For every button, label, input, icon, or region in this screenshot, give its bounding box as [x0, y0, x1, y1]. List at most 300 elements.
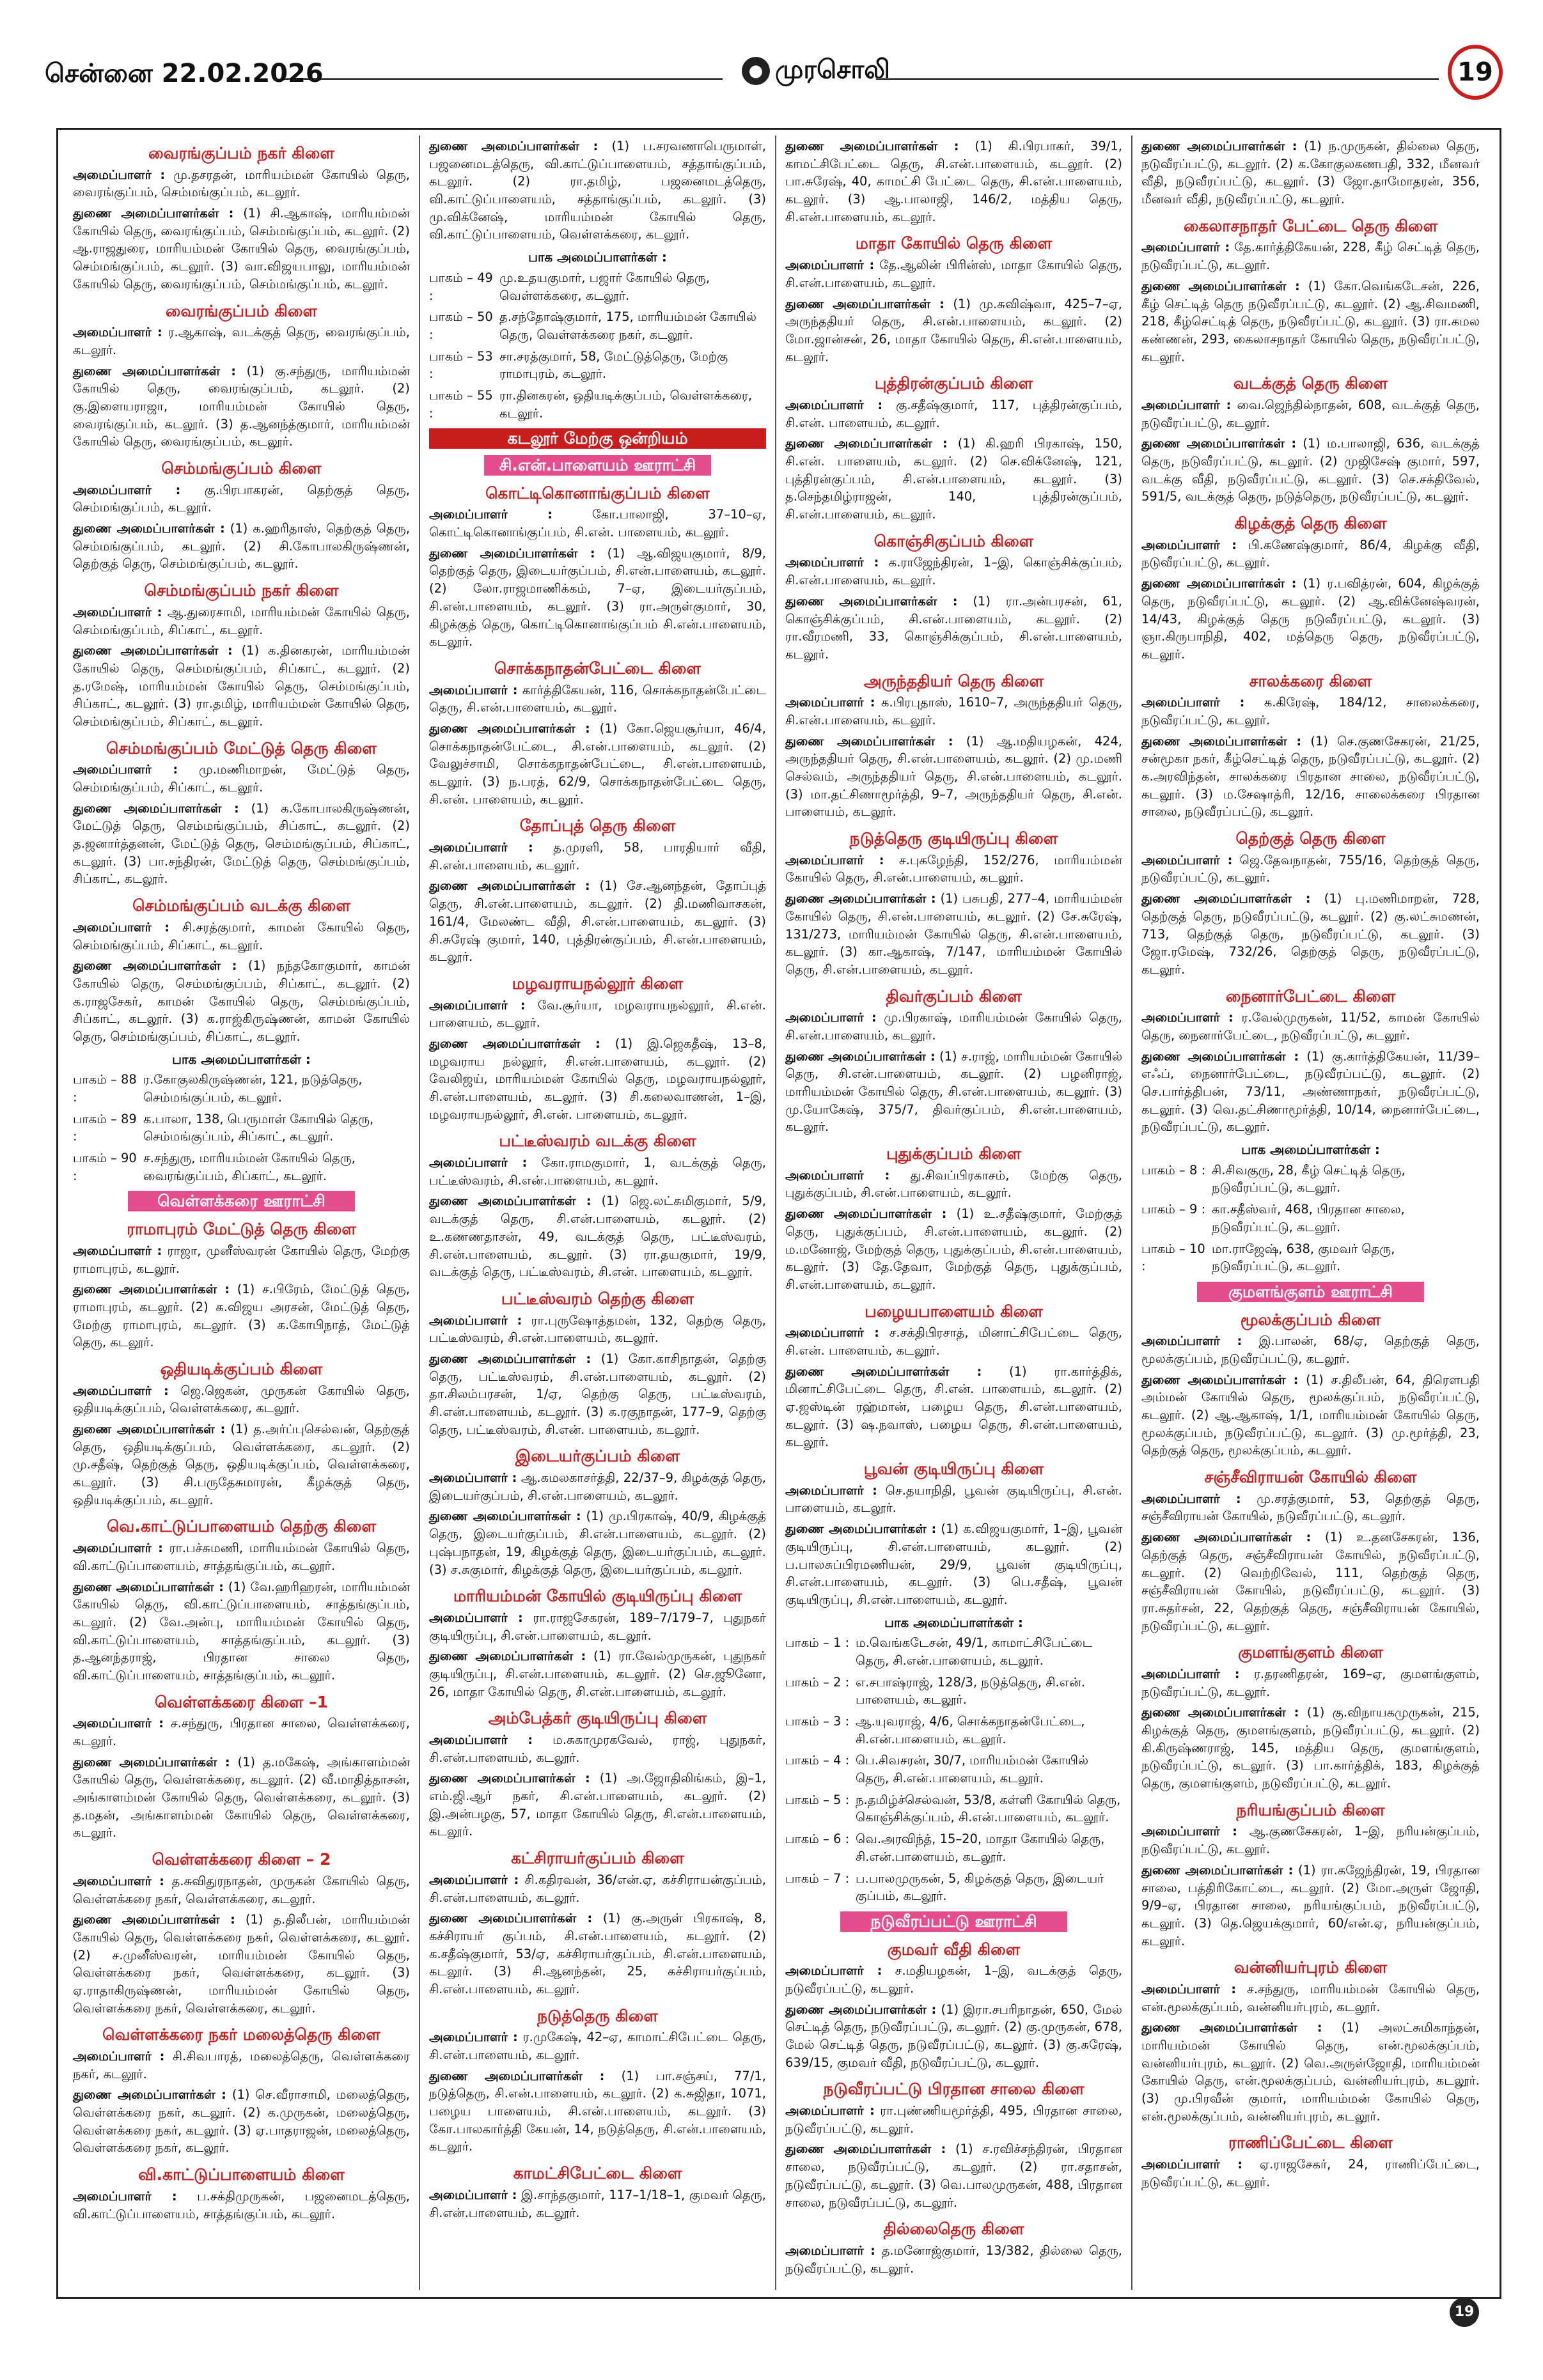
- role-label: துணை அமைப்பாளர்கள் :: [1141, 1372, 1299, 1387]
- organizer-entry: [1141, 2156, 1480, 2191]
- header-rule-left: [281, 78, 723, 80]
- role-label: அமைப்பாளர் :: [785, 2103, 875, 2119]
- organizer-entry: [1141, 1528, 1480, 1635]
- organizer-entry: [73, 2048, 410, 2083]
- organizer-entry: [73, 642, 410, 730]
- role-label: துணை அமைப்பாளர்கள் :: [1141, 436, 1297, 451]
- organizer-entry: [429, 1192, 766, 1280]
- role-label: துணை அமைப்பாளர்கள் :: [785, 891, 936, 906]
- booth-organizer-details: ரா.தினகரன், ஒதியடிக்குப்பம், வெள்ளக்கரை, கடலூர்.: [499, 387, 753, 421]
- organizer-entry: [785, 2102, 1122, 2137]
- role-label: துணை அமைப்பாளர்கள் :: [73, 800, 239, 816]
- organizer-details: (1) ரா.அன்பரசன், 61, கொஞ்சிக்குப்பம், சி.என்.பாளையம், கடலூர். (2) ரா.வீரமணி, 33, கொஞ்சிக்குப்பம், சி.என்.பாளையம், கடலூர்.: [785, 593, 1123, 662]
- organizer-details: பி.கணேஷ்குமார், 86/4, கிழக்கு வீதி, நடுவீரப்பட்டு, கடலூர்.: [1141, 537, 1480, 570]
- branch-heading: நைனார்பேட்டை கிளை: [1225, 986, 1396, 1006]
- organizer-details: (1) பு.மணிமாறன், 728, தெற்குத் தெரு, நடுவீரப்பட்டு, கடலூர். (2) கு.லட்சுமணன், 713, தெற்குத் தெரு, நடுவீரப்பட்டு, கடலூர். (3) ஜோ.ரமேஷ், 732/26, தெற்குத் தெரு, நடுவீரப்பட்டு, கடலூர்.: [1141, 891, 1480, 977]
- organizer-entry: [1141, 694, 1480, 729]
- organizer-details: (1) ஜெ.லட்சுமிகுமார், 5/9, வடக்குத் தெரு, சி.என்.பாளையம், கடலூர். (2) உ.கணணதாசன், 49, வடக்குத் தெரு, பட்டீஸ்வரம், சி.என்.பாளையம், கடலூர். (3) ரா.தயகுமார், 19/9, வடக்குத் தெரு, பட்டீஸ்வரம், சி.என். பாளையம், கடலூர்.: [429, 1194, 767, 1280]
- organizer-details: (1) ஆ.மதியழகன், 424, அருந்ததியர் தெரு, சி.என்.பாளையம், கடலூர். (2) மு.மணி செல்வம், அருந்ததியர் தெரு, சி.என்.பாளையம், கடலூர். (3) மா.தட்சிணாமூர்த்தி, 9–7, அருந்ததியர் தெரு, சி.என். பாளையம், கடலூர்.: [785, 733, 1122, 820]
- organizer-entry: [1141, 1490, 1480, 1525]
- organizer-details: (1) ச.பிரேம், மேட்டுத் தெரு, ராமாபுரம், கடலூர். (2) க.விஜய அரசன், மேட்டுத் தெரு, மேற்கு ராமாபுரம், கடலூர். (3) க.கோபிநாத், மேட்டுத் தெரு, கடலூர்.: [73, 1282, 411, 1350]
- booth-organizer-details: ம.வெங்கடேசன், 49/1, காமாட்சிபேட்டை தெரு, சி.என்.பாளையம், கடலூர்.: [856, 1635, 1093, 1668]
- role-label: அமைப்பாளர் :: [785, 852, 884, 867]
- organizer-details: (1) அலட்சுமிகாந்தன், மாரியம்மன் கோயில் தெரு, என்.மூலக்குப்பம், வன்னியர்புரம், கடலூர். (2) வெ.அருள்ஜோதி, மாரியம்மன் கோயில் தெரு, என்.மூலக்குப்பம், வன்னியர்புரம், கடலூர். (3) மு.பிரவீன் குமார், மாரியம்மன் கோயில் தெரு, என்.மூலக்குப்பம், வன்னியர்புரம், கடலூர்.: [1141, 2020, 1480, 2124]
- role-label: துணை அமைப்பாளர்கள் :: [785, 1364, 982, 1379]
- organizer-details: ஆ.துரைசாமி, மாரியம்மன் கோயில் தெரு, செம்மங்குப்பம், சிப்காட், கடலூர்.: [73, 604, 410, 637]
- role-label: அமைப்பாளர் :: [785, 1010, 877, 1025]
- organizer-details: சி.கதிரவன், 36/என்.ஏ, கச்சிராயன்குப்பம், சி.என்.பாளையம், கடலூர்.: [429, 1872, 766, 1905]
- organizer-entry: [429, 1350, 766, 1438]
- organizer-details: ராஜா, முனீஸ்வரன் கோயில் தெரு, மேற்கு ராமாபுரம், கடலூர்.: [73, 1243, 410, 1276]
- role-label: அமைப்பாளர் :: [73, 2188, 177, 2204]
- booth-organizer-row: [785, 1713, 1122, 1748]
- organizer-details: து.சிவப்பிரகாசம், மேற்கு தெரு, புதுக்குப்பம், சி.என்.பாளையம், கடலூர்.: [785, 1167, 1122, 1201]
- panchayat-banner: குமளங்குளம் ஊராட்சி: [1197, 1282, 1425, 1302]
- role-label: அமைப்பாளர் :: [785, 258, 875, 273]
- organizer-entry: [73, 761, 410, 796]
- role-label: அமைப்பாளர் :: [429, 1312, 522, 1328]
- organizer-entry: [73, 1754, 410, 1842]
- role-label: அமைப்பாளர் :: [73, 167, 166, 182]
- organizer-entry: [785, 890, 1122, 978]
- branch-heading: கைலாசநாதர் பேட்டை தெரு கிளை: [1183, 216, 1438, 235]
- role-label: அமைப்பாளர் :: [1141, 695, 1245, 710]
- organizer-entry: [73, 957, 410, 1045]
- organizer-entry: [73, 603, 410, 639]
- organizer-details: இ.சாந்தகுமார், 117–1/18–1, குமவர் தெரு, சி.என்.பாளையம், கடலூர்.: [429, 2187, 766, 2220]
- booth-number: பாகம் – 53 :: [429, 348, 493, 382]
- role-label: அமைப்பாளர் :: [73, 604, 162, 619]
- branch-heading: கொஞ்சிகுப்பம் கிளை: [873, 531, 1034, 550]
- organizer-entry: [73, 481, 410, 517]
- role-label: அமைப்பாளர் :: [1141, 2157, 1243, 2172]
- organizer-entry: [429, 2186, 766, 2221]
- organizer-details: (1) கி.பிரபாகர், 39/1, காமட்சிபேட்டை தெரு, சி.என்.பாளையம், கடலூர். (2) பா.சுரேஷ், 40, காமட்சி பேட்டை தெரு, சி.என்.பாளையம், கடலூர். (3) ஆ.பாலாஜி, 146/2, மத்திய தெரு, சி.என்.பாளையம், கடலூர்.: [785, 139, 1122, 224]
- organizer-details: (1) கோ.வெங்கடேசன், 226, கீழ் செட்டித் தெரு நடுவீரப்பட்டு, கடலூர். (2) ஆ.சிவமணி, 218, கீழ்செட்டித் தெரு, நடுவீரப்பட்டு, கடலூர். (3) ரா.கமல கண்ணன், 293, கைலாசநாதர் கோயில் தெரு, நடுவீரப்பட்டு, கடலூர்.: [1141, 278, 1480, 364]
- role-label: அமைப்பாளர் :: [1141, 397, 1232, 412]
- organizer-details: (1) வே.ஹரிஹரன், மாரியம்மன் கோயில் தெரு, வி.காட்டுப்பாளையம், சாத்தங்குப்பம், கடலூர். (2) வே.அன்பு, மாரியம்மன் கோயில் தெரு, வி.காட்டுப்பாளையம், சாத்தங்குப்பம், கடலூர். (3) த.ஆனந்தராஜ், பிரதான சாலை தெரு, வி.காட்டுப்பாளையம், சாத்தங்குப்பம், கடலூர்.: [73, 1579, 410, 1683]
- organizer-entry: [785, 435, 1122, 523]
- booth-organizer-row: [785, 1634, 1122, 1669]
- organizer-entry: [429, 1647, 766, 1700]
- organizer-entry: [73, 362, 410, 451]
- branch-heading: திவர்குப்பம் கிளை: [886, 986, 1022, 1006]
- organizer-details: (1) பசுபதி, 277–4, மாரியம்மன் கோயில் தெரு, சி.என்.பாளையம், கடலூர். (2) சே.சுரேஷ், 131/273, மாரியம்மன் கோயில் தெரு, சி.என்.பாளையம், கடலூர். (3) கா.ஆகாஷ், 7/147, மாரியம்மன் கோயில் தெரு, சி.என்.பாளையம், கடலூர்.: [785, 891, 1122, 977]
- organizer-entry: [73, 205, 410, 293]
- branch-heading: சஞ்சீவிராயன் கோயில் கிளை: [1204, 1468, 1417, 1487]
- branch-heading: கொட்டிகொனாங்குப்பம் கிளை: [485, 483, 710, 502]
- organizer-entry: [1141, 1048, 1480, 1136]
- branch-heading: ராணிப்பேட்டை கிளை: [1228, 2133, 1393, 2152]
- branch-heading: தில்லைதெரு கிளை: [883, 2220, 1024, 2239]
- organizer-details: (1) கு.அருள் பிரகாஷ், 8, கச்சிராயர் குப்பம், சி.என்.பாளையம், கடலூர். (2) க.சதீஷ்குமார், 53/ஏ, கச்சிராயர்குப்பம், சி.என்.பாளையம், கடலூர். (3) சி.ஆனந்தன், 25, கச்சிராயர்குப்பம், சி.என்.பாளையம், கடலூர்.: [429, 1911, 766, 1996]
- organizer-details: ர.முகேஷ், 42–ஏ, காமாட்சிபேட்டை தெரு, சி.என்.பாளையம், கடலூர்.: [429, 2030, 766, 2062]
- booth-organizer-details: சி.சிவகுரு, 28, கீழ் செட்டித் தெரு, நடுவீரப்பட்டு, கடலூர்.: [1212, 1162, 1406, 1195]
- organizer-details: (1) ஆ.விஜயகுமார், 8/9, தெற்குத் தெரு, இடையர்குப்பம், சி.என்.பாளையம், கடலூர். (2) லோ.ராஜமாணிக்கம், 7–ஏ, இடையர்குப்பம், சி.என்.பாளையம், கடலூர். (3) ரா.அருள்குமார், 30, கிழக்குத் தெரு, கொட்டிகொனாங்குப்பம் சி.என்.பாளையம், கடலூர்.: [429, 545, 767, 649]
- booth-organizer-row: [1141, 1162, 1480, 1197]
- organizer-entry: [1141, 575, 1480, 663]
- role-label: அமைப்பாளர் :: [73, 482, 181, 497]
- organizer-details: (1) ம.பாலாஜி, 636, வடக்குத் தெரு, நடுவீரப்பட்டு, கடலூர். (2) முஜிசேஷ் குமார், 597, வடக்கு வீதி, நடுவீரப்பட்டு, கடலூர். (3) செ.சக்திவேல், 591/5, வடக்குத் தெரு, நடுத்தெரு, நடுவீரப்பட்டு, கடலூர்.: [1141, 436, 1480, 504]
- organizer-entry: [785, 694, 1122, 729]
- organizer-details: கோ.ராமகுமார், 1, வடக்குத் தெரு, பட்டீஸ்வரம், சி.என்.பாளையம், கடலூர்.: [429, 1155, 766, 1188]
- organizer-entry: [785, 1363, 1122, 1451]
- header-date: சென்னை 22.02.2026: [45, 59, 324, 88]
- organizer-details: கு.பிரபாகரன், தெற்குத் தெரு, செம்மங்குப்பம், கடலூர்.: [73, 482, 410, 515]
- role-label: துணை அமைப்பாளர்கள் :: [785, 1521, 937, 1537]
- organizer-details: (1) ரா.கஜேந்திரன், 19, பிரதான சாலை, பத்திரிகோட்டை, கடலூர். (2) மோ.அருள் ஜோதி, 9/9–ஏ, பிரதான சாலை, நரியங்குப்பம், நடுவீரப்பட்டு, கடலூர். (3) தெ.ஜெயக்குமார், 60/என்.ஏ, நரியன்குப்பம், கடலூர்.: [1141, 1862, 1480, 1948]
- role-label: துணை அமைப்பாளர்கள் :: [785, 2002, 937, 2017]
- booth-organizer-row: [429, 387, 766, 422]
- role-label: அமைப்பாளர் :: [1141, 1010, 1234, 1025]
- organizer-entry: [785, 593, 1122, 664]
- booth-organizer-row: [429, 308, 766, 343]
- organizer-details: (1) கோ.காசிநாதன், தெற்கு தெரு, பட்டீஸ்வரம், சி.என்.பாளையம், கடலூர். (2) தா.சிலம்பரசன், 1/ஏ, தெற்கு தெரு, பட்டீஸ்வரம், சி.என்.பாளையம், கடலூர். (3) க.ரகுநாதன், 177–9, தெற்கு தெரு, பட்டீஸ்வரம், சி.என். பாளையம், கடலூர்.: [429, 1351, 766, 1437]
- booth-organizer-row: [73, 1110, 410, 1146]
- role-label: துணை அமைப்பாளர்கள் :: [785, 2142, 946, 2157]
- organizer-entry: [429, 137, 766, 244]
- role-label: துணை அமைப்பாளர்கள் :: [785, 296, 944, 311]
- branch-heading: அம்பேத்கர் குடியிருப்பு கிளை: [488, 1709, 707, 1728]
- organizer-details: ஏ.ராஜசேகர், 24, ராணிப்பேட்டை, நடுவீரப்பட்டு, கடலூர்.: [1141, 2157, 1480, 2189]
- role-label: துணை அமைப்பாளர்கள் :: [785, 1048, 936, 1064]
- booth-organizer-row: [429, 348, 766, 383]
- footer-page-number: 19: [1450, 2298, 1479, 2327]
- role-label: துணை அமைப்பாளர்கள் :: [429, 2068, 605, 2083]
- role-label: அமைப்பாளர் :: [785, 397, 883, 412]
- role-label: அமைப்பாளர் :: [1141, 1491, 1241, 1506]
- role-label: அமைப்பாளர் :: [785, 1963, 882, 1979]
- organizer-entry: [785, 1205, 1122, 1293]
- role-label: அமைப்பாளர் :: [1141, 1334, 1242, 1349]
- branch-heading: புதுக்குப்பம் கிளை: [886, 1144, 1022, 1163]
- article-columns: [64, 136, 1490, 2290]
- organizer-details: வை.ஜெந்தில்நாதன், 608, வடக்குத் தெரு, நடுவீரப்பட்டு, கடலூர்.: [1141, 397, 1480, 430]
- booth-organizer-details: த.சந்தோஷ்குமார், 175, மாரியம்மன் கோயில் தெரு, வெள்ளக்கரை நகர், கடலூர்.: [499, 309, 756, 342]
- role-label: துணை அமைப்பாளர்கள் :: [73, 521, 225, 536]
- role-label: அமைப்பாளர் :: [429, 2187, 517, 2202]
- organizer-entry: [429, 1909, 766, 1998]
- booth-organizer-row: [785, 1752, 1122, 1787]
- role-label: அமைப்பாளர் :: [73, 2049, 165, 2064]
- booth-number: பாகம் – 2 :: [785, 1674, 850, 1690]
- booth-organizer-row: [785, 1870, 1122, 1905]
- organizer-entry: [73, 2188, 410, 2223]
- organizer-entry: [429, 545, 766, 651]
- organizer-entry: [73, 1242, 410, 1277]
- role-label: அமைப்பாளர் :: [785, 1325, 879, 1341]
- organizer-details: (1) த.மகேஷ், அங்காளம்மன் கோயில் தெரு, வெள்ளக்கரை, கடலூர். (2) வீ.மாதித்தாசன், அங்காளம்மன் கோயில் தெரு, வெள்ளக்கரை, கடலூர். (3) த.மதன், அங்காளம்மன் கோயில் தெரு, வெள்ளக்கரை, கடலூர்.: [73, 1754, 410, 1840]
- branch-heading: வன்னியர்புரம் கிளை: [1234, 1958, 1388, 1977]
- organizer-details: மு.சரத்குமார், 53, தெற்குத் தெரு, சஞ்சீவிராயன் கோயில், நடுவீரப்பட்டு, கடலூர்.: [1141, 1491, 1480, 1524]
- role-label: துணை அமைப்பாளர்கள் :: [1141, 1530, 1312, 1545]
- role-label: துணை அமைப்பாளர்கள் :: [429, 1351, 591, 1366]
- organizer-details: (1) இ.ஜெகதீஷ், 13–8, மழவராய நல்லூர், சி.என்.பாளையம், கடலூர். (2) வேலிஜய், மாரியம்மன் கோயில் தெரு, மழவராயநல்லூர், சி.என்.பாளையம், கடலூர். (3) சி.கலைவாணன், 1–இ, மழவராயநல்லூர், சி.என். பாளையம், கடலூர்.: [429, 1036, 766, 1122]
- role-label: துணை அமைப்பாளர்கள் :: [1141, 1862, 1294, 1878]
- booth-organizer-row: [429, 269, 766, 304]
- booth-number: பாகம் – 7 :: [785, 1871, 850, 1886]
- booth-organizer-details: ந.தமிழ்ச்செல்வன், 53/8, கள்ளி கோயில் தெரு, கொஞ்சிக்குப்பம், சி.என்.பாளையம், கடலூர்.: [856, 1792, 1121, 1825]
- role-label: துணை அமைப்பாளர்கள் :: [1141, 2020, 1322, 2035]
- branch-heading: மாதா கோயில் தெரு கிளை: [855, 234, 1053, 253]
- organizer-details: இ.பாலன், 68/ஏ, தெற்குத் தெரு, மூலக்குப்பம், நடுவீரப்பட்டு, கடலூர்.: [1141, 1334, 1480, 1366]
- organizer-entry: [1141, 1371, 1480, 1459]
- role-label: துணை அமைப்பாளர்கள் :: [429, 1649, 586, 1664]
- masthead-logo: [742, 55, 890, 88]
- organizer-details: ச.சக்திபிரசாத், மினாட்சிபேட்டை தெரு, சி.என். பாளையம், கடலூர்.: [785, 1325, 1123, 1358]
- organizer-entry: [429, 2028, 766, 2064]
- role-label: அமைப்பாளர் :: [785, 695, 875, 710]
- organizer-details: (1) மு.சுவிஷ்வா, 425–7–ஏ, அருந்ததியர் தெரு, சி.என்.பாளையம், கடலூர். (2) மோ.ஜான்சன், 26, மாதா கோயில் தெரு, சி.என்.பாளையம், கடலூர்.: [785, 296, 1123, 364]
- role-label: துணை அமைப்பாளர்கள் :: [1141, 1705, 1299, 1720]
- branch-heading: வெள்ளக்கரை கிளை –1: [154, 1692, 329, 1711]
- role-label: துணை அமைப்பாளர்கள் :: [1141, 139, 1297, 153]
- role-label: துணை அமைப்பாளர்கள் :: [785, 593, 958, 609]
- booth-organizer-row: [785, 1830, 1122, 1865]
- column-4: [1132, 136, 1489, 2290]
- organizer-entry: [1141, 1862, 1480, 1950]
- page-header: [45, 45, 1503, 102]
- role-label: அமைப்பாளர் :: [73, 762, 178, 777]
- role-label: துணை அமைப்பாளர்கள் :: [785, 1206, 947, 1222]
- booth-organizer-details: கா.சதீஸ்வர், 468, பிரதான சாலை, நடுவீரப்பட்டு, கடலூர்.: [1212, 1202, 1405, 1234]
- booth-number: பாகம் – 89 :: [73, 1111, 137, 1144]
- page-number-badge: 19: [1448, 45, 1503, 100]
- branch-heading: பழையபாளையம் கிளை: [865, 1302, 1043, 1321]
- role-label: அமைப்பாளர் :: [785, 555, 879, 570]
- organizer-entry: [785, 137, 1122, 226]
- branch-heading: செம்மங்குப்பம் மேட்டுத் தெரு கிளை: [106, 738, 377, 758]
- organizer-entry: [73, 323, 410, 359]
- booth-organizer-details: மு.உதயகுமார், பஜார் கோயில் தெரு, வெள்ளக்கரை, கடலூர்.: [499, 270, 710, 303]
- organizer-entry: [785, 1048, 1122, 1136]
- branch-heading: ராமாபுரம் மேட்டுத் தெரு கிளை: [127, 1220, 356, 1239]
- role-label: துணை அமைப்பாளர்கள் :: [429, 545, 595, 561]
- organizer-entry: [429, 1507, 766, 1578]
- organizer-details: ப.சக்திமுருகன், பஜனைமடத்தெரு, வி.காட்டுப்பாளையம், சாத்தங்குப்பம், கடலூர்.: [73, 2188, 410, 2221]
- role-label: துணை அமைப்பாளர்கள் :: [73, 363, 237, 378]
- organizer-entry: [1141, 1823, 1480, 1858]
- branch-heading: ஒதியடிக்குப்பம் கிளை: [160, 1359, 323, 1378]
- role-label: அமைப்பாளர் :: [429, 1155, 528, 1171]
- branch-heading: வைரங்குப்பம் நகர் கிளை: [148, 144, 334, 162]
- header-rule-right: [876, 78, 1439, 80]
- role-label: துணை அமைப்பாளர்கள் :: [73, 1579, 224, 1594]
- organizer-entry: [785, 1324, 1122, 1359]
- role-label: துணை அமைப்பாளர்கள் :: [73, 206, 234, 221]
- booth-organizers-heading: பாக அமைப்பாளர்கள் :: [172, 1051, 311, 1067]
- organizer-details: க.ராஜேந்திரன், 1–இ, கொஞ்சிக்குப்பம், சி.என்.பாளையம், கடலூர்.: [785, 555, 1123, 588]
- organizer-entry: [1141, 1980, 1480, 2016]
- organizer-details: ர.வேல்முருகன், 11/52, காமன் கோயில் தெரு, நைனார்பேட்டை, நடுவீரப்பட்டு, கடலூர்.: [1141, 1010, 1480, 1043]
- organizer-entry: [429, 839, 766, 874]
- role-label: அமைப்பாளர் :: [73, 1243, 162, 1258]
- role-label: அமைப்பாளர் :: [429, 1872, 519, 1887]
- role-label: அமைப்பாளர் :: [785, 2243, 875, 2258]
- organizer-details: (1) பா.சஞ்சய், 77/1, நடுத்தெரு, சி.என்.பாளையம், கடலூர். (2) க.சுஜிதா, 1071, பழைய பாளையம், சி.என்.பாளையம், கடலூர். (3) கோ.பாலகார்த்தி கேயன், 14, நடுத்தெரு, சி.என்.பாளையம், கடலூர்.: [429, 2068, 766, 2154]
- organizer-entry: [73, 800, 410, 888]
- role-label: துணை அமைப்பாளர்கள் :: [785, 139, 959, 153]
- role-label: அமைப்பாளர் :: [785, 1482, 877, 1498]
- panchayat-banner: நடுவீரப்பட்டு ஊராட்சி: [840, 1911, 1067, 1932]
- organizer-entry: [785, 1009, 1122, 1044]
- organizer-details: ஆ.குணசேகரன், 1–இ, நரியன்குப்பம், நடுவீரப்பட்டு, கடலூர்.: [1141, 1824, 1480, 1857]
- booth-organizer-details: ஆ.யுவராஜ், 4/6, சொக்கநாதன்பேட்டை, சி.என்.பாளையம், கடலூர்.: [856, 1714, 1085, 1746]
- organizer-details: த.மனோஜ்குமார், 13/382, தில்லை தெரு, நடுவீரப்பட்டு, கடலூர்.: [785, 2243, 1123, 2276]
- organizer-entry: [1141, 1704, 1480, 1792]
- organizer-entry: [1141, 733, 1480, 821]
- role-label: துணை அமைப்பாளர்கள் :: [785, 436, 948, 451]
- elephant-logo-icon: ●: [742, 57, 770, 85]
- organizer-details: ரா.புருஷோத்தமன், 132, தெற்கு தெரு, பட்டீஸ்வரம், சி.என்.பாளையம், கடலூர்.: [429, 1312, 766, 1346]
- organizer-details: (1) ச.ராஜ், மாரியம்மன் கோயில் தெரு, சி.என்.பாளையம், கடலூர். (2) பழனிராஜ், மாரியம்மன் கோயில் தெரு, சி.என்.பாளையம், கடலூர். (3) மு.யோகேஷ், 375/7, திவர்குப்பம், சி.என்.பாளையம், கடலூர்.: [785, 1048, 1123, 1135]
- organizer-entry: [1141, 1332, 1480, 1367]
- organizer-details: (1) கு.கார்த்திகேயன், 11/39–எஃப், நைனார்பேட்டை, நடுவீரப்பட்டு, கடலூர். (2) செ.பார்த்திபன், 73/11, அண்ணாநகர், நடுவீரப்பட்டு, கடலூர். (3) வெ.தட்சிணாமூர்த்தி, 10/14, நைனார்பேட்டை, நடுவீரப்பட்டு, கடலூர்.: [1141, 1048, 1480, 1135]
- organizer-details: (1) ரா.கார்த்திக், மினாட்சிபேட்டை தெரு, சி.என். பாளையம், கடலூர். (2) ஏ.ஜஸ்டின் ரஹ்மான், பழைய தெரு, சி.என்.பாளையம், கடலூர். (3) ஷ.நவாஸ், பழைய தெரு, சி.என்.பாளையம், கடலூர்.: [785, 1364, 1122, 1450]
- role-label: அமைப்பாளர் :: [429, 507, 553, 522]
- role-label: அமைப்பாளர் :: [73, 1873, 164, 1888]
- branch-heading: வைரங்குப்பம் கிளை: [165, 301, 318, 320]
- organizer-details: (1) இரா.சபரிநாதன், 650, மேல் செட்டித் தெரு, நடுவீரப்பட்டு, கடலூர். (2) கு.முருகன், 678, மேல் செட்டித் தெரு, நடுவீரப்பட்டு, கடலூர். (3) கு.சுரேஷ், 639/15, குமவர் வீதி, நடுவீரப்பட்டு, கடலூர்.: [785, 2002, 1122, 2070]
- organizer-entry: [429, 1731, 766, 1766]
- organizer-entry: [1141, 137, 1480, 208]
- booth-number: பாகம் – 1 :: [785, 1635, 850, 1651]
- role-label: அமைப்பாளர் :: [1141, 1666, 1240, 1681]
- branch-heading: சாலக்கரை கிளை: [1249, 671, 1372, 690]
- booth-number: பாகம் – 5 :: [785, 1792, 850, 1807]
- organizer-entry: [73, 1382, 410, 1417]
- organizer-entry: [785, 554, 1122, 589]
- organizer-details: (1) ச.திலீபன், 64, திரௌபதி அம்மன் கோயில் தெரு, மூலக்குப்பம், நடுவீரப்பட்டு, கடலூர். (2) ஆ.ஆகாஷ், 1/1, மாரியம்மன் கோயில் தெரு, மூலக்குப்பம், நடுவீரப்பட்டு, கடலூர். (3) மு.மூர்த்தி, 23, தெற்குத் தெரு, மூலக்குப்பம், கடலூர்.: [1141, 1372, 1480, 1458]
- organizer-details: ஜெ.ஜெகன், முருகன் கோயில் தெரு, ஒதியடிக்குப்பம், வெள்ளக்கரை, கடலூர்.: [73, 1383, 411, 1416]
- organizer-entry: [1141, 852, 1480, 887]
- branch-heading: நடுவீரப்பட்டு பிரதான சாலை கிளை: [823, 2080, 1085, 2099]
- organizer-entry: [73, 1578, 410, 1684]
- organizer-entry: [73, 520, 410, 573]
- organizer-entry: [785, 1520, 1122, 1608]
- organizer-entry: [73, 2086, 410, 2157]
- role-label: அமைப்பாளர் :: [785, 1167, 890, 1183]
- role-label: அமைப்பாளர் :: [73, 1541, 163, 1556]
- role-label: துணை அமைப்பாளர்கள் :: [429, 1036, 600, 1051]
- booth-organizers-heading: பாக அமைப்பாளர்கள் :: [884, 1614, 1023, 1630]
- booth-organizer-row: [73, 1071, 410, 1106]
- role-label: அமைப்பாளர் :: [73, 1383, 169, 1398]
- branch-heading: வெ.காட்டுப்பாளையம் தெற்கு கிளை: [106, 1517, 377, 1536]
- role-label: துணை அமைப்பாளர்கள் :: [1141, 278, 1300, 293]
- booth-organizers-heading: பாக அமைப்பாளர்கள் :: [528, 249, 667, 265]
- booth-number: பாகம் – 55 :: [429, 387, 493, 421]
- organizer-details: தே.கார்த்திகேயன், 228, கீழ் செட்டித் தெரு, நடுவீரப்பட்டு, கடலூர்.: [1141, 240, 1480, 273]
- organizer-entry: [429, 1035, 766, 1123]
- branch-heading: நரியங்குப்பம் கிளை: [1236, 1800, 1385, 1819]
- organizer-details: கார்த்திகேயன், 116, சொக்கநாதன்பேட்டை தெரு, சி.என்.பாளையம், கடலூர்.: [429, 682, 766, 715]
- branch-heading: செம்மங்குப்பம் நகர் கிளை: [144, 581, 339, 600]
- organizer-details: (1) சி.ஆகாஷ், மாரியம்மன் கோயில் தெரு, வைரங்குப்பம், செம்மங்குப்பம், கடலூர். (2) ஆ.ராஜதுரை, மாரியம்மன் கோயில் தெரு, வைரங்குப்பம், செம்மங்குப்பம், கடலூர். (3) வா.விஜயபாலு, மாரியம்மன் கோயில் தெரு, வைரங்குப்பம், செம்மங்குப்பம், கடலூர்.: [73, 206, 410, 292]
- role-label: துணை அமைப்பாளர்கள் :: [73, 2087, 226, 2103]
- booth-organizers-heading: பாக அமைப்பாளர்கள் :: [1241, 1142, 1380, 1158]
- role-label: துணை அமைப்பாளர்கள் :: [429, 720, 590, 736]
- booth-organizer-row: [1141, 1201, 1480, 1236]
- booth-organizer-row: [785, 1674, 1122, 1709]
- booth-number: பாகம் – 9 :: [1141, 1202, 1206, 1217]
- booth-organizer-row: [1141, 1240, 1480, 1275]
- branch-heading: குமவர் வீதி கிளை: [887, 1940, 1021, 1959]
- booth-organizer-row: [73, 1149, 410, 1185]
- role-label: துணை அமைப்பாளர்கள் :: [1141, 891, 1311, 906]
- branch-heading: மூலக்குப்பம் கிளை: [1240, 1310, 1381, 1329]
- organizer-entry: [1141, 536, 1480, 572]
- organizer-details: மு.மணிமாறன், மேட்டுத் தெரு, செம்மங்குப்பம், சிப்காட், கடலூர்.: [73, 762, 410, 795]
- organizer-details: கோ.பாலாஜி, 37–10–ஏ, கொட்டிகொனாங்குப்பம், சி.என். பாளையம், கடலூர்.: [429, 507, 767, 540]
- organizer-entry: [1141, 1665, 1480, 1700]
- role-label: அமைப்பாளர் :: [1141, 240, 1230, 255]
- role-label: துணை அமைப்பாளர்கள் :: [1141, 733, 1302, 749]
- booth-organizer-details: ப.பாலமுருகன், 5, கிழக்குத் தெரு, இடையர் குப்பம், கடலூர்.: [856, 1871, 1104, 1904]
- branch-heading: செம்மங்குப்பம் வடக்கு கிளை: [132, 896, 350, 915]
- organizer-entry: [785, 852, 1122, 887]
- booth-number: பாகம் – 90 :: [73, 1151, 137, 1183]
- role-label: துணை அமைப்பாளர்கள் :: [785, 733, 953, 749]
- organizer-entry: [429, 1469, 766, 1504]
- organizer-entry: [785, 2140, 1122, 2211]
- booth-number: பாகம் – 88 :: [73, 1072, 137, 1105]
- organizer-entry: [429, 877, 766, 965]
- branch-heading: தெற்குத் தெரு கிளை: [1235, 829, 1386, 848]
- organizer-entry: [785, 396, 1122, 432]
- branch-heading: செம்மங்குப்பம் கிளை: [161, 459, 322, 478]
- role-label: அமைப்பாளர் :: [1141, 537, 1237, 552]
- organizer-entry: [429, 506, 766, 541]
- organizer-details: (1) கி.ஹரி பிரகாஷ், 150, சி.என். பாளையம், கடலூர். (2) செ.விக்னேஷ், 121, புத்திரன்குப்பம், சி.என்.பாளையம், கடலூர். (3) த.செந்தமிழ்ராஜன், 140, புத்திரன்குப்பம், சி.என்.பாளையம், கடலூர்.: [785, 436, 1123, 522]
- organizer-details: ச.சந்துரு, மாரியம்மன் கோயில் தெரு, என்.மூலக்குப்பம், வன்னியர்புரம், கடலூர்.: [1141, 1981, 1480, 2014]
- organizer-entry: [429, 1769, 766, 1840]
- organizer-details: ச.புகழேந்தி, 152/276, மாரியம்மன் கோயில் தெரு, சி.என்.பாளையம், கடலூர்.: [785, 852, 1122, 885]
- organizer-details: தே.ஆலின் பிரின்ஸ், மாதா கோயில் தெரு, சி.என்.பாளையம், கடலூர்.: [785, 258, 1122, 290]
- organizer-details: (1) உ.சதீஷ்குமார், மேற்குத் தெரு, புதுக்குப்பம், சி.என்.பாளையம், கடலூர். (2) ம.மனோஜ், மேற்குத் தெரு, புதுக்குப்பம், சி.என்.பாளையம், கடலூர். (3) தே.தேவா, மேற்குத் தெரு, புதுக்குப்பம், சி.என்.பாளையம், கடலூர்.: [785, 1206, 1122, 1292]
- role-label: அமைப்பாளர் :: [73, 919, 170, 935]
- branch-heading: வெள்ளக்கரை நகர் மலைத்தெரு கிளை: [102, 2025, 380, 2044]
- booth-organizer-row: [785, 1791, 1122, 1826]
- role-label: அமைப்பாளர் :: [73, 325, 162, 340]
- organizer-details: ம.சுகாமுரகவேல், ராஜ், புதுநகர், சி.என்.பாளையம், கடலூர்.: [429, 1732, 766, 1765]
- role-label: துணை அமைப்பாளர்கள் :: [73, 1754, 230, 1769]
- organizer-details: (1) ச.ரவிச்சந்திரன், பிரதான சாலை, நடுவீரப்பட்டு, கடலூர். (2) ரா.சதாசன், நடுவீரப்பட்டு, கடலூர். (3) வெ.பாலமுருகன், 488, பிரதான சாலை, நடுவீரப்பட்டு, கடலூர்.: [785, 2142, 1122, 2210]
- role-label: துணை அமைப்பாளர்கள் :: [73, 958, 237, 974]
- booth-organizer-details: வெ.அரவிந்த், 15–20, மாதா கோயில் தெரு, சி.என்.பாளையம், கடலூர்.: [856, 1832, 1105, 1864]
- role-label: அமைப்பாளர் :: [1141, 852, 1233, 867]
- organizer-entry: [785, 2001, 1122, 2072]
- booth-number: பாகம் – 50 :: [429, 309, 493, 342]
- organizer-entry: [785, 2242, 1122, 2277]
- column-3: [776, 136, 1132, 2290]
- booth-number: பாகம் – 49 :: [429, 270, 493, 303]
- booth-organizer-details: சா.சரத்குமார், 58, மேட்டுத்தெரு, மேற்கு ராமாபுரம், கடலூர்.: [499, 348, 728, 382]
- branch-heading: கிழக்குத் தெரு கிளை: [1234, 514, 1387, 533]
- branch-heading: பூவன் குடியிருப்பு கிளை: [863, 1459, 1044, 1479]
- role-label: துணை அமைப்பாளர்கள் :: [429, 1911, 593, 1926]
- branch-heading: காமட்சிபேட்டை கிளை: [513, 2164, 682, 2183]
- role-label: துணை அமைப்பாளர்கள் :: [429, 1194, 591, 1209]
- role-label: அமைப்பாளர் :: [1141, 1824, 1237, 1839]
- role-label: துணை அமைப்பாளர்கள் :: [1141, 1048, 1299, 1064]
- organizer-details: (1) ப.சரவணாபெருமாள், பஜனைமடத்தெரு, வி.காட்டுப்பாளையம், சத்தாங்குப்பம், கடலூர். (2) ரா.தமிழ், பஜனைமடத்தெரு, வி.காட்டுப்பாளையம், சத்தாங்குப்பம், கடலூர். (3) மு.விக்னேஷ், மாரியம்மன் கோயில் தெரு, வி.காட்டுப்பாளையம், வெள்ளக்கரை, கடலூர்.: [429, 139, 766, 242]
- column-2: [420, 136, 776, 2290]
- organizer-entry: [429, 720, 766, 808]
- column-1: [64, 136, 420, 2290]
- role-label: அமைப்பாளர் :: [1141, 1981, 1237, 1996]
- organizer-details: மு.தசரதன், மாரியம்மன் கோயில் தெரு, வைரங்குப்பம், செம்மங்குப்பம், கடலூர்.: [73, 167, 410, 200]
